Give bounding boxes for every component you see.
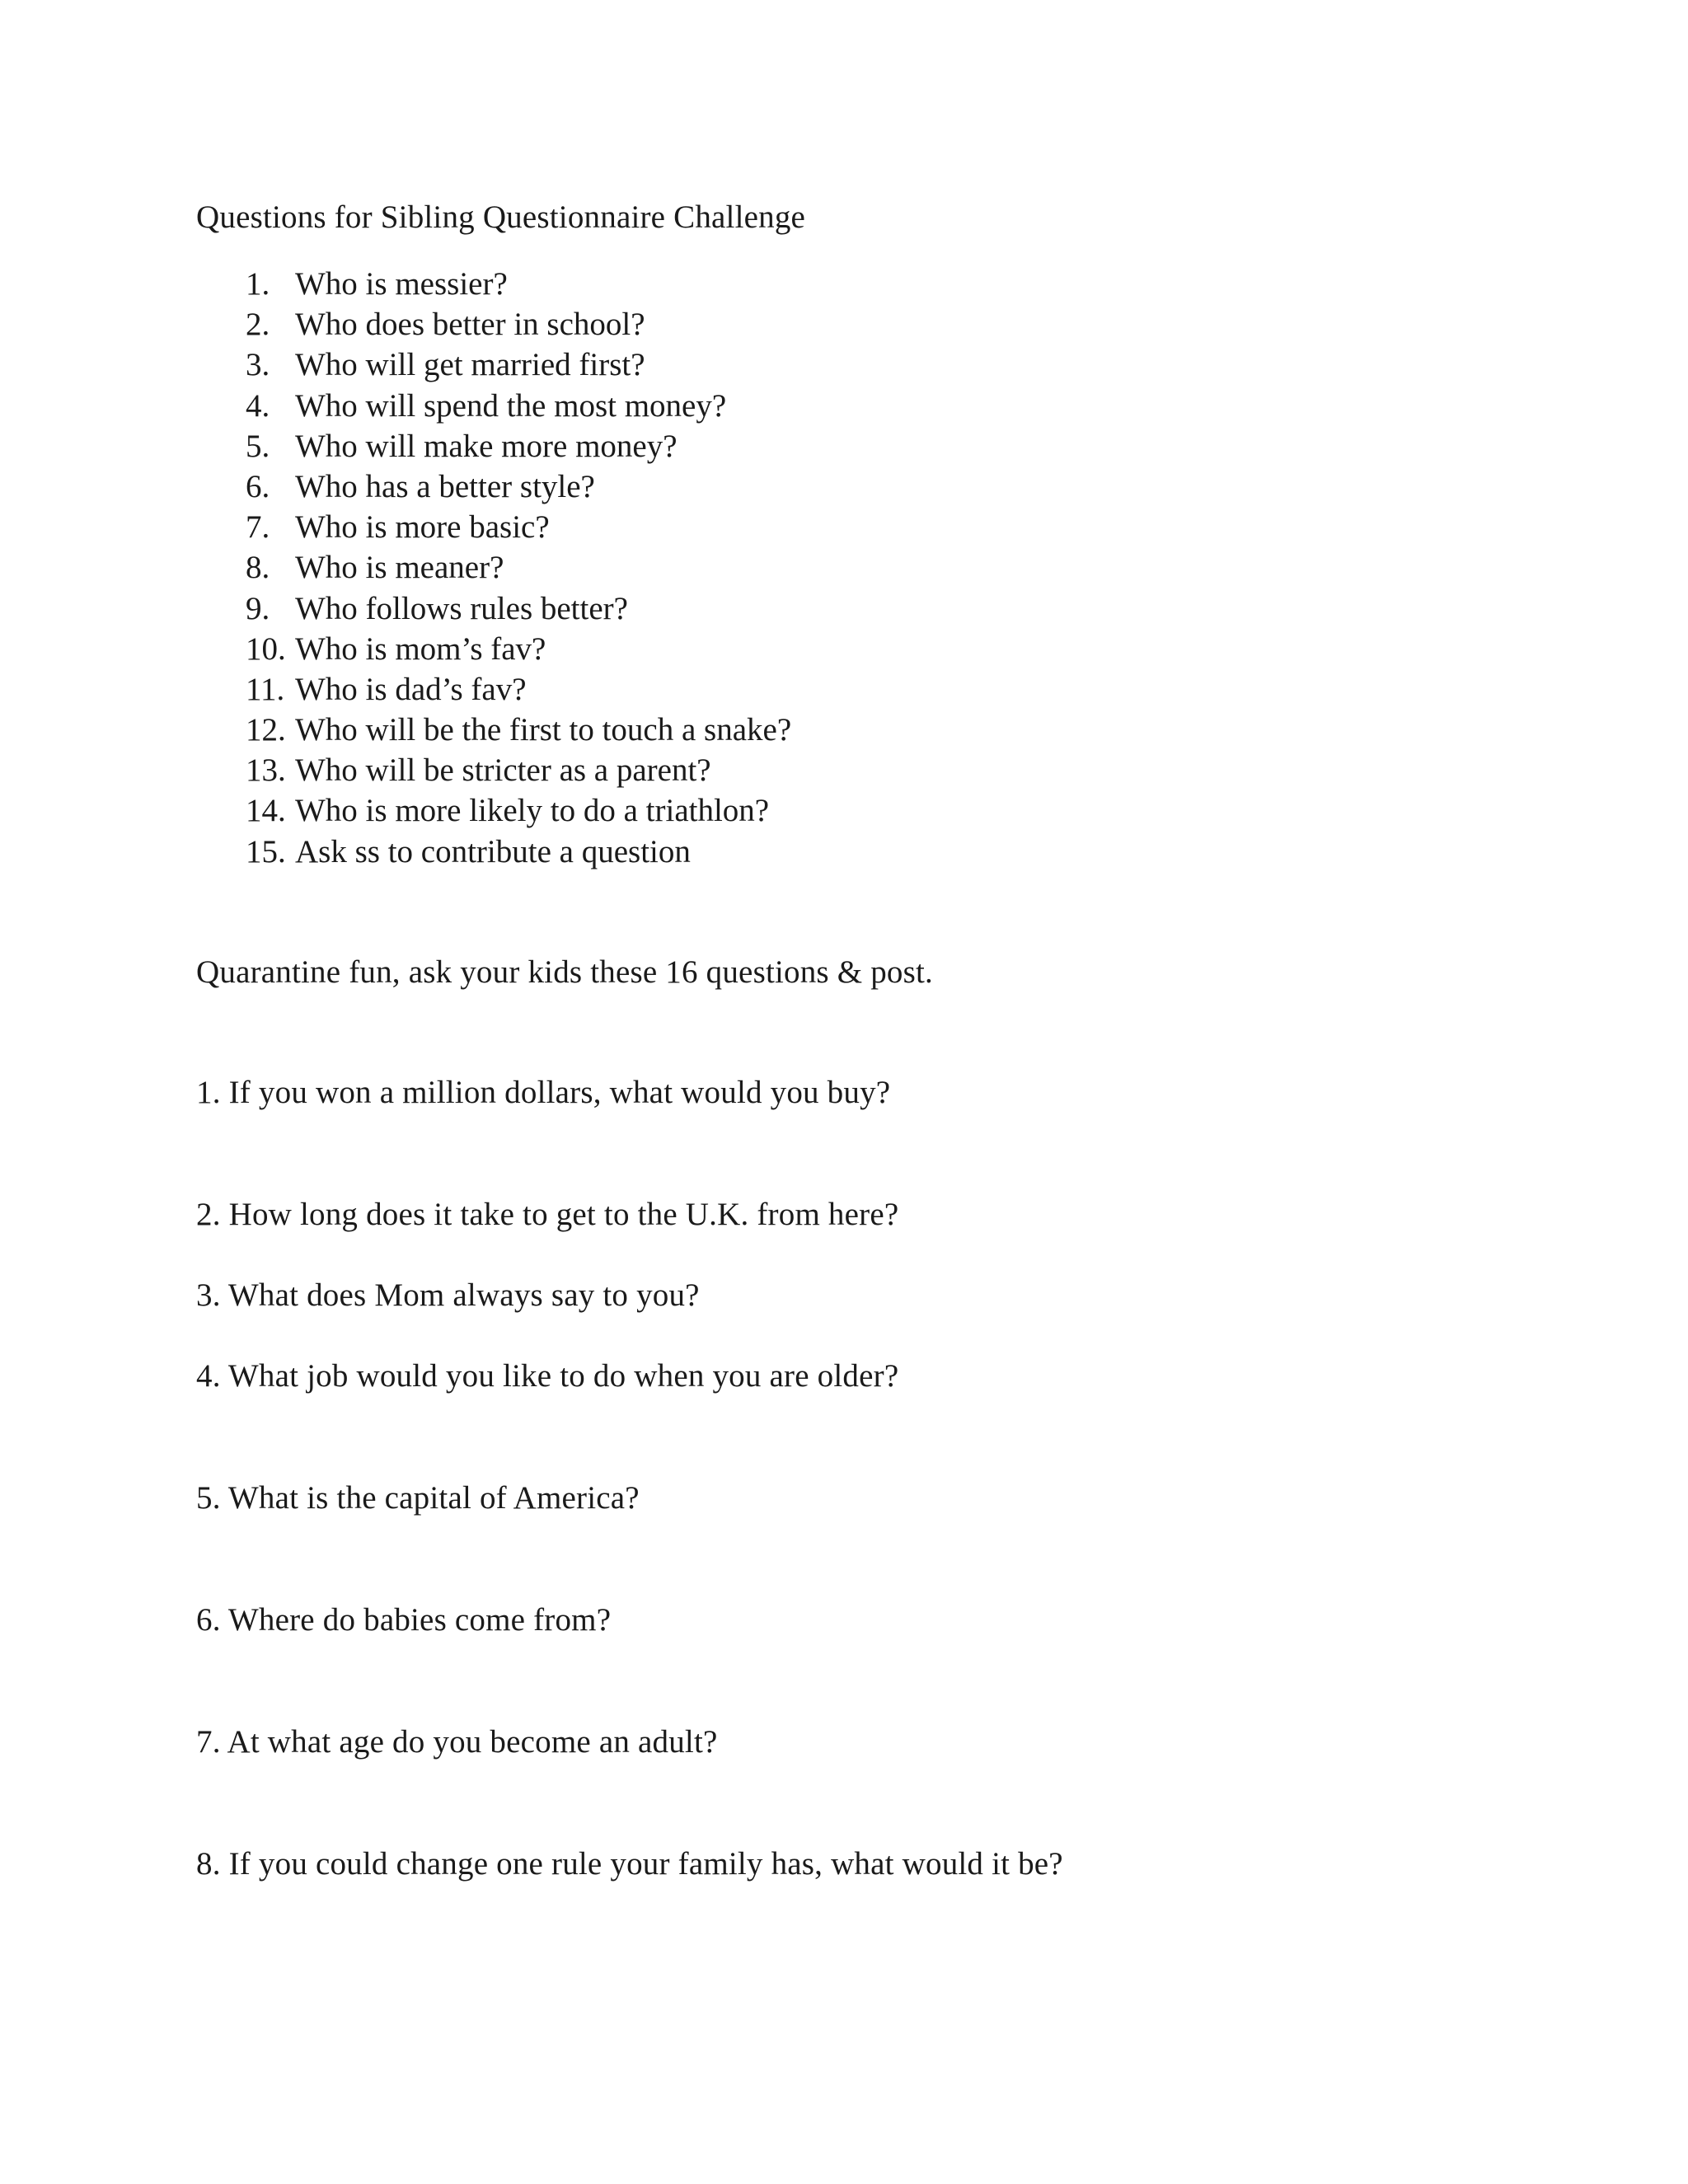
list-number: 6. <box>246 468 270 504</box>
kids-question: 3. What does Mom always say to you? <box>196 1277 700 1313</box>
list-number: 5. <box>246 428 270 464</box>
list-number: 12. <box>246 712 286 748</box>
kids-question: 1. If you won a million dollars, what would you buy? <box>196 1075 891 1110</box>
kids-question: 4. What job would you like to do when you are older? <box>196 1358 899 1394</box>
list-number: 9. <box>246 590 270 626</box>
kids-question: 6. Where do babies come from? <box>196 1602 612 1638</box>
list-question: Who will be stricter as a parent? <box>295 752 711 789</box>
list-question: Ask ss to contribute a question <box>295 833 691 869</box>
list-question: Who follows rules better? <box>295 590 628 626</box>
list-question: Who will get married first? <box>295 347 645 383</box>
list-question: Who is more likely to do a triathlon? <box>295 793 770 829</box>
list-number: 4. <box>246 387 270 424</box>
list-question: Who will be the first to touch a snake? <box>295 712 792 748</box>
kids-question: 2. How long does it take to get to the U.K. from here? <box>196 1197 899 1232</box>
sibling-questions-heading: Questions for Sibling Questionnaire Challenge <box>196 199 806 235</box>
list-question: Who is more basic? <box>295 509 550 546</box>
list-question: Who is dad’s fav? <box>295 671 527 707</box>
list-number: 8. <box>246 550 270 586</box>
list-question: Who is meaner? <box>295 550 504 586</box>
list-number: 10. <box>246 630 286 667</box>
list-number: 14. <box>246 793 286 829</box>
list-question: Who is messier? <box>295 266 508 302</box>
list-number: 11. <box>246 671 285 707</box>
list-number: 2. <box>246 307 270 343</box>
list-question: Who has a better style? <box>295 468 595 504</box>
list-question: Who will spend the most money? <box>295 387 727 424</box>
list-number: 3. <box>246 347 270 383</box>
list-question: Who does better in school? <box>295 307 645 343</box>
list-number: 1. <box>246 266 270 302</box>
kids-questions-heading: Quarantine fun, ask your kids these 16 questions & post. <box>196 954 933 990</box>
kids-question: 5. What is the capital of America? <box>196 1480 640 1516</box>
list-number: 7. <box>246 509 270 546</box>
kids-question: 8. If you could change one rule your family has, what would it be? <box>196 1846 1063 1882</box>
list-question: Who will make more money? <box>295 428 678 464</box>
list-number: 15. <box>246 833 286 869</box>
list-number: 13. <box>246 752 286 789</box>
list-question: Who is mom’s fav? <box>295 630 546 667</box>
kids-question: 7. At what age do you become an adult? <box>196 1724 718 1760</box>
